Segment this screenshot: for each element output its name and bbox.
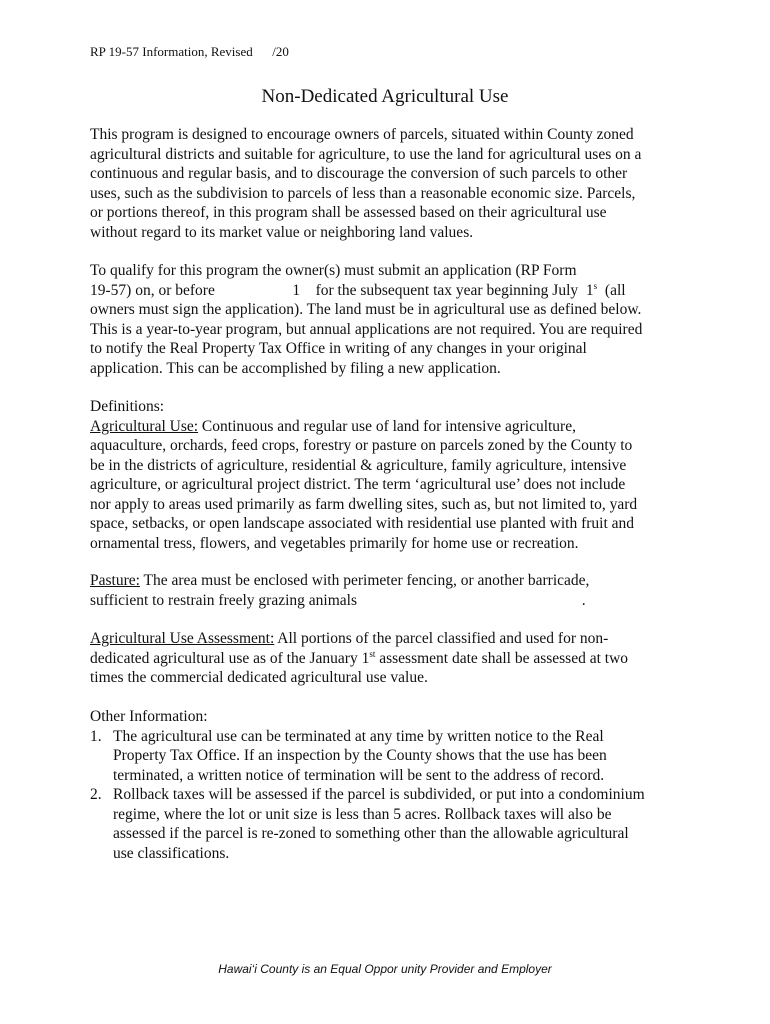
superscript: st [369, 648, 376, 659]
footer-notice: Hawai‘i County is an Equal Oppor unity Provider and Employer [218, 962, 552, 976]
assessment-section [90, 629, 690, 688]
qualify-text: 19-57) on, or before 1 for the subsequent tax year beginning July 1 [90, 281, 594, 299]
intro-paragraph [90, 125, 690, 242]
qualify-line: This is a year-to-year program, but annual applications are not required. You are required [90, 320, 643, 338]
intro-line: agricultural districts and suitable for agriculture, to use the land for agricultural uses on a [90, 145, 642, 163]
definition-line: ornamental tress, flowers, and vegetables primarily for home use or recreation. [90, 534, 579, 552]
list-line: The agricultural use can be terminated at any time by written notice to the Real [113, 727, 604, 745]
list-item [90, 727, 690, 786]
list-line: assessed if the parcel is re-zoned to something other than the allowable agricultural [113, 825, 629, 842]
definition-line [90, 417, 690, 437]
qualify-paragraph [90, 261, 690, 378]
intro-line: uses, such as the subdivision to parcels of less than a reasonable economic size. Parcels, [90, 184, 636, 202]
page-title: Non-Dedicated Agricultural Use [261, 86, 509, 107]
qualify-line: application. This can be accomplished by filing a new application. [90, 359, 501, 377]
intro-line: continuous and regular basis, and to discourage the conversion of such parcels to other [90, 165, 628, 182]
definition-term: Pasture: [90, 572, 140, 589]
assessment-line [90, 629, 690, 649]
definition-term: Agricultural Use: [90, 417, 199, 435]
definition-line: nor apply to areas used primarily as farm dwelling sites, such as, but not limited to, yard [90, 495, 638, 513]
assessment-line [90, 649, 690, 669]
list-line: terminated, a written notice of termination will be sent to the address of record. [113, 766, 605, 784]
qualify-line: owners must sign the application). The land must be in agricultural use as defined below. [90, 301, 642, 318]
intro-line: without regard to its market value or neighboring land values. [90, 223, 474, 241]
definition-line: be in the districts of agriculture, residential & agriculture, family agriculture, intensive [90, 456, 627, 474]
definition-text: All portions of the parcel classified and used for non- [274, 630, 609, 647]
list-line: Property Tax Office. If an inspection by the County shows that the use has been [113, 747, 607, 764]
other-information-section [90, 707, 690, 863]
definition-line: agriculture, or agricultural project district. The term ‘agricultural use’ does not include [90, 476, 626, 493]
list-number: 1. [90, 727, 102, 745]
other-information-heading: Other Information: [90, 708, 208, 725]
pasture-line [90, 571, 690, 591]
document-header: RP 19-57 Information, Revised /20 [90, 44, 289, 59]
intro-line: or portions thereof, in this program shall be assessed based on their agricultural use [90, 204, 607, 221]
assessment-text: assessment date shall be assessed at two [375, 649, 629, 667]
definitions-heading: Definitions: [90, 398, 165, 415]
pasture-line: sufficient to restrain freely grazing animals . [90, 591, 586, 609]
definition-text: Continuous and regular use of land for intensive agriculture, [198, 417, 576, 435]
definition-line: aquaculture, orchards, feed crops, forestry or pasture on parcels zoned by the County to [90, 437, 633, 454]
superscript: s [593, 280, 598, 291]
assessment-line: times the commercial dedicated agricultural use value. [90, 669, 428, 686]
list-number: 2. [90, 786, 102, 803]
list-line: regime, where the lot or unit size is less than 5 acres. Rollback taxes will also be [113, 805, 612, 823]
definition-line: space, setbacks, or open landscape associated with residential use planted with fruit and [90, 515, 635, 532]
list-line: use classifications. [113, 844, 230, 862]
qualify-line [90, 281, 690, 301]
qualify-line: to notify the Real Property Tax Office in writing of any changes in your original [90, 340, 587, 357]
definition-term: Agricultural Use Assessment: [90, 630, 275, 647]
qualify-text: (all [597, 281, 626, 299]
assessment-text: dedicated agricultural use as of the January 1 [90, 649, 370, 667]
qualify-line: To qualify for this program the owner(s) must submit an application (RP Form [90, 262, 577, 279]
pasture-section [90, 571, 690, 610]
list-line: Rollback taxes will be assessed if the parcel is subdivided, or put into a condominium [113, 786, 645, 803]
definitions-section [90, 397, 690, 553]
definition-text: The area must be enclosed with perimeter fencing, or another barricade, [139, 572, 590, 589]
intro-line: This program is designed to encourage owners of parcels, situated within County zoned [90, 126, 634, 143]
list-item [90, 785, 690, 863]
